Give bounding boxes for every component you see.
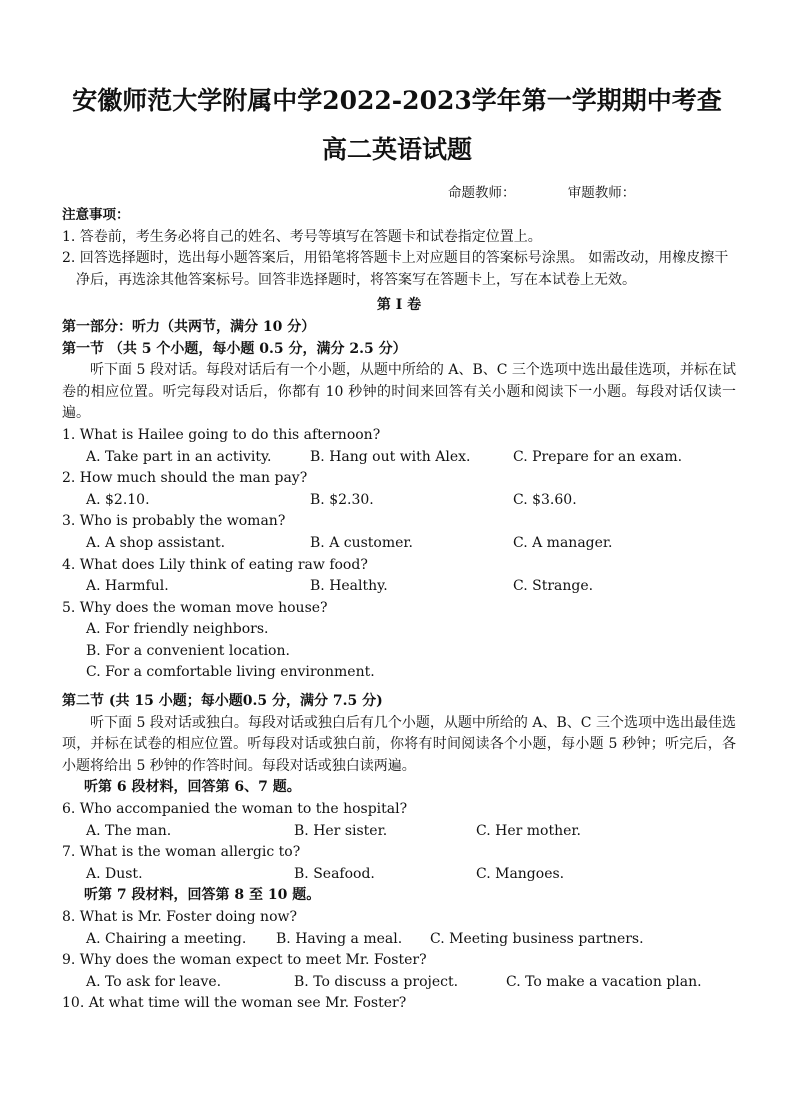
option-b[interactable]: B. Healthy. [310, 578, 388, 595]
exam-body [62, 205, 736, 1015]
option-a[interactable]: A. To ask for leave. [86, 973, 222, 990]
option-c[interactable]: C. Strange. [513, 578, 594, 595]
option-c[interactable]: C. For a comfortable living environment. [86, 664, 375, 681]
question-1: 1. What is Hailee going to do this afternoon? [62, 426, 381, 443]
section1-instructions: 听下面 5 段对话。每段对话后有一个小题，从题中所给的 A、B、C 三个选项中选出最佳选项，并标在试卷的相应位置。听完每段对话后，你都有 10 秒钟的时间来回答有关小题和阅读下一小题。每段对话仅读一遍。 [62, 362, 736, 422]
question-2: 2. How much should the man pay? [62, 470, 308, 487]
option-c[interactable]: C. A manager. [513, 534, 613, 551]
section1-heading: 第一节 （共 5 个小题，每小题 0.5 分，满分 2.5 分） [62, 340, 407, 357]
question-7: 7. What is the woman allergic to? [62, 844, 301, 861]
exam-title: 安徽师范大学附属中学2022-2023学年第一学期期中考查 [72, 86, 722, 115]
option-a[interactable]: A. Harmful. [86, 578, 169, 595]
question-4-options [62, 576, 736, 598]
question-4: 4. What does Lily think of eating raw food? [62, 556, 368, 573]
option-c[interactable]: C. Prepare for an exam. [513, 448, 683, 465]
question-8-options [62, 929, 736, 951]
option-a[interactable]: A. Dust. [86, 865, 143, 882]
question-6: 6. Who accompanied the woman to the hospital? [62, 801, 408, 818]
option-a[interactable]: A. Take part in an activity. [86, 448, 272, 465]
section2-heading: 第二节 (共 15 小题；每小题0.5 分，满分 7.5 分) [62, 693, 383, 710]
option-b[interactable]: B. A customer. [310, 534, 414, 551]
option-b[interactable]: B. Her sister. [294, 822, 388, 839]
option-a[interactable]: A. $2.10. [86, 491, 150, 508]
material-7-heading: 听第 7 段材料，回答第 8 至 10 题。 [84, 887, 321, 904]
question-3-options [62, 533, 736, 555]
option-c[interactable]: C. Meeting business partners. [430, 930, 644, 947]
option-a[interactable]: A. The man. [86, 822, 172, 839]
question-9-options [62, 972, 736, 994]
option-c[interactable]: C. $3.60. [513, 491, 577, 508]
option-c[interactable]: C. To make a vacation plan. [506, 973, 702, 990]
reviewer-label: 审题教师： [567, 185, 636, 201]
option-b[interactable]: B. Having a meal. [276, 930, 403, 947]
section2-instructions: 听下面 5 段对话或独白。每段对话或独白后有几个小题，从题中所给的 A、B、C 三个选项中选出最佳选项，并标在试卷的相应位置。听每段对话或独白前，你将有时间阅读各个小题，每小题 5 秒钟；听完后，各小题将给出 5 秒钟的作答时间。每段对话或独白读两遍。 [62, 714, 736, 774]
question-5: 5. Why does the woman move house? [62, 599, 328, 616]
option-b[interactable]: B. Seafood. [294, 865, 375, 882]
option-b[interactable]: B. To discuss a project. [294, 973, 459, 990]
note-item-1: 1. 答卷前，考生务必将自己的姓名、考号等填写在答题卡和试卷指定位置上。 [62, 228, 542, 245]
question-3: 3. Who is probably the woman? [62, 513, 286, 530]
option-b[interactable]: B. Hang out with Alex. [310, 448, 471, 465]
question-10: 10. At what time will the woman see Mr. Foster? [62, 995, 407, 1012]
option-a[interactable]: A. For friendly neighbors. [86, 621, 269, 638]
option-c[interactable]: C. Mangoes. [476, 865, 565, 882]
question-2-options [62, 490, 736, 512]
notes-heading: 注意事项： [62, 207, 130, 223]
exam-subtitle: 高二英语试题 [321, 135, 472, 164]
note-item-2: 2. 回答选择题时，选出每小题答案后，用铅笔将答题卡上对应题目的答案标号涂黑。 如需改动，用橡皮擦干净后，再选涂其他答案标号。回答非选择题时，将答案写在答题卡上，写在本试卷上无效。 [62, 250, 729, 288]
part1-heading: 第一部分：听力（共两节，满分 10 分） [62, 318, 316, 335]
option-a[interactable]: A. A shop assistant. [86, 534, 226, 551]
option-b[interactable]: B. $2.30. [310, 491, 374, 508]
option-c[interactable]: C. Her mother. [476, 822, 581, 839]
material-6-heading: 听第 6 段材料，回答第 6、7 题。 [84, 779, 301, 796]
option-b[interactable]: B. For a convenient location. [86, 642, 290, 659]
setter-label: 命题教师： [448, 185, 516, 201]
question-8: 8. What is Mr. Foster doing now? [62, 909, 297, 925]
volume-heading: 第 I 卷 [376, 297, 422, 314]
question-1-options [62, 447, 736, 469]
teacher-info [448, 183, 683, 205]
question-9: 9. Why does the woman expect to meet Mr. Foster? [62, 952, 427, 969]
question-7-options [62, 864, 736, 886]
question-6-options [62, 821, 736, 843]
option-a[interactable]: A. Chairing a meeting. [86, 930, 247, 947]
